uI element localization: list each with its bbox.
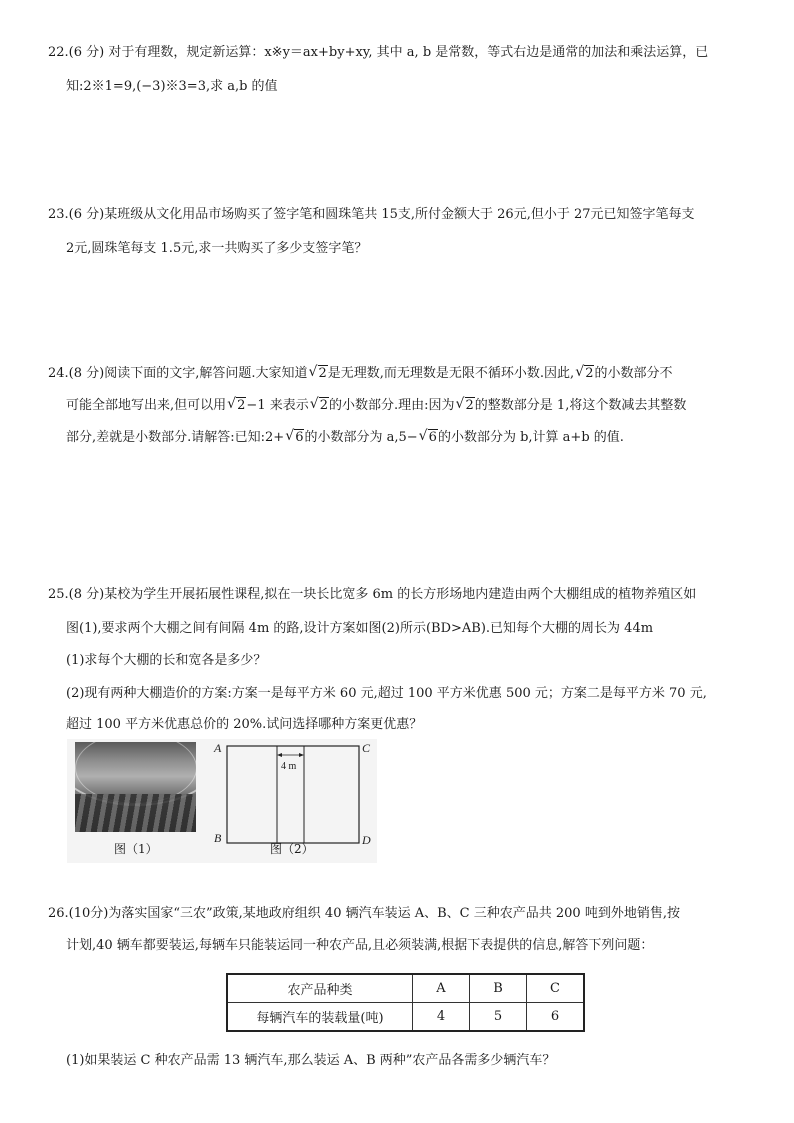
q22-line-2: 知:2※1=9,(−3)※3=3,求 a,b 的值 (66, 79, 278, 94)
q24-line-3: 部分,差就是小数部分.请解答:已知:2+√ 6的小数部分为 a,5−√ 6的小数部分为 b,计算 a+b 的值. (66, 430, 624, 446)
label-d: D (362, 833, 371, 847)
sqrt-6: √ 6 (419, 430, 438, 446)
sqrt-2: √ 2 (456, 398, 475, 414)
q25-line-2: 图(1),要求两个大棚之间有间隔 4m 的路,设计方案如图(2)所示(BD>AB).已知每个大棚的周长为 44m (66, 621, 654, 636)
label-c: C (362, 741, 371, 755)
q24-line-2: 可能全部地写出来,但可以用√ 2−1 来表示√ 2的小数部分.理由:因为√ 2的整数部分是 1,将这个数减去其整数 (66, 398, 686, 414)
figure-1-caption: 图（1） (114, 842, 158, 856)
label-b: B (214, 831, 222, 845)
load-capacity-table (226, 973, 585, 1032)
q26-sub-question-1: (1)如果装运 C 种农产品需 13 辆汽车,那么装运 A、B 两种”农产品各需多少辆汽车？ (66, 1053, 556, 1068)
table-header-cell: 农产品种类 (227, 974, 413, 1003)
q25-line-1: 25.(8 分)某校为学生开展拓展性课程,拟在一块长比宽多 6m 的长方形场地内建造由两个大棚组成的植物养殖区如 (48, 587, 697, 602)
table-cell: 5 (470, 1003, 527, 1032)
q25-line-4: (2)现有两种大棚造价的方案:方案一是每平方米 60 元,超过 100 平方米优惠 500 元；方案二是每平方米 70 元, (66, 686, 707, 701)
table-header-cell: C (527, 974, 585, 1003)
q26-line-1: 26.(10分)为落实国家“三农”政策,某地政府组织 40 辆汽车装运 A、B、C 三种农产品共 200 吨到外地销售,按 (48, 906, 680, 921)
road-width-label: 4 m (281, 761, 297, 772)
greenhouse-photo (75, 742, 196, 832)
table-cell: 每辆汽车的装载量(吨) (227, 1003, 413, 1032)
sqrt-2: √ 2 (227, 398, 246, 414)
label-a: A (214, 741, 222, 755)
table-cell: 6 (527, 1003, 585, 1032)
q24-line-1: 24.(8 分)阅读下面的文字,解答问题.大家知道√ 2是无理数,而无理数是无限不循环小数.因此,√ 2的小数部分不 (48, 366, 672, 382)
q25-line-3: (1)求每个大棚的长和宽各是多少？ (66, 653, 267, 668)
figure-2-caption: 图（2） (270, 842, 314, 856)
q26-line-2: 计划,40 辆车都要装运,每辆车只能装运同一种农产品,且必须装满,根据下表提供的信息,解答下列问题： (66, 938, 654, 953)
q22-line-1: 22.(6 分) 对于有理数，规定新运算：x※y＝ax+by+xy, 其中 a, b 是常数，等式右边是通常的加法和乘法运算，已 (48, 45, 709, 60)
q23-line-1: 23.(6 分)某班级从文化用品市场购买了签字笔和圆珠笔共 15支,所付金额大于 26元,但小于 27元已知签字笔每支 (48, 207, 695, 222)
table-header-cell: A (413, 974, 470, 1003)
table-row (227, 1003, 584, 1032)
sqrt-2: √ 2 (575, 366, 594, 382)
table-header-cell: B (470, 974, 527, 1003)
sqrt-2: √ 2 (310, 398, 329, 414)
q23-line-2: 2元,圆珠笔每支 1.5元,求一共购买了多少支签字笔？ (66, 241, 368, 256)
table-row (227, 974, 584, 1003)
q25-line-5: 超过 100 平方米优惠总价的 20%.试问选择哪种方案更优惠？ (66, 717, 423, 732)
table-cell: 4 (413, 1003, 470, 1032)
sqrt-6: √ 6 (285, 430, 304, 446)
sqrt-2: √ 2 (309, 366, 328, 382)
